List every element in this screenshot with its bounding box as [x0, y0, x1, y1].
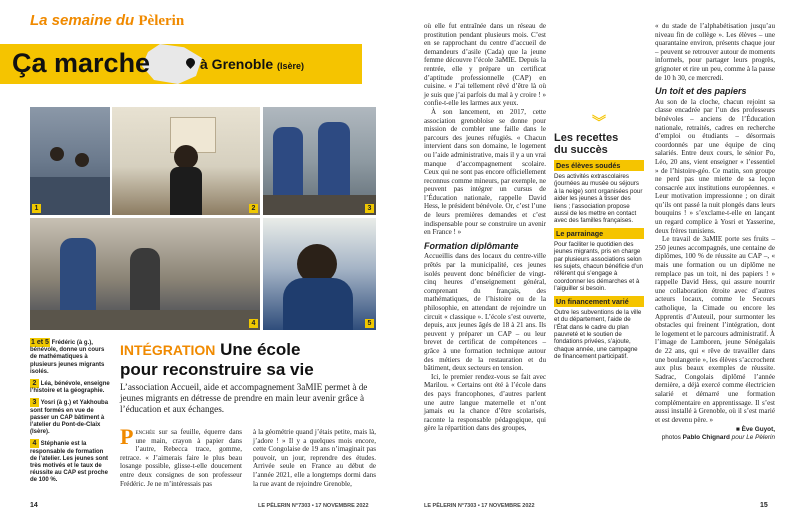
photo-number: 3	[365, 204, 374, 213]
caption-number: 3	[30, 398, 39, 407]
col3-p1: où elle fut entraînée dans un réseau de prostitution pendant plusieurs mois. C’est en se rapprochant du centre d’accueil de demandeurs d’asile (Cada) que la jeune femme découvre l’école 3aMIE. Depuis la rentrée, elle y prépare un certificat d’aptitude professionnelle (CAP) en cuisine. « J’ai tellement rêvé d’être là où je suis que j’ai parfois du mal à y croire ! » confie-t-elle les larmes aux yeux.	[424, 22, 546, 108]
photographer: Pablo Chignard	[682, 434, 730, 442]
banner	[0, 44, 362, 84]
banner-region: (Isère)	[277, 61, 305, 71]
photo-credits	[655, 434, 775, 442]
photo-number: 4	[249, 319, 258, 328]
col1-text: sur sa feuille, équerre dans une main, crayon à papier dans l’autre, Rebecca trace, gomme, retrace. « J’aimerais faire le plus beau losange possible, glisse-t-elle doucement entre deux consignes de son professeur Frédéric. Je ne m’intéressais pas	[120, 428, 242, 488]
col2-text: à la géométrie quand j’étais petite, mais là, j’adore ! » Il y a quelques mois encore, cette Congolaise de 19 ans n’imaginait pas pouvoir, un jour, reprendre des études. Arrivée seule en France au début de l’année 2021, elle a longtemps dormi dans la rue avant de rejoindre Grenoble,	[253, 428, 376, 488]
banner-location	[200, 56, 304, 72]
sidebar-section-title: Le parrainage	[554, 228, 644, 239]
masthead	[30, 12, 184, 30]
sidebar-title-line2: du succès	[554, 144, 608, 156]
photo-classroom	[30, 107, 110, 215]
caption-text: Frédéric (à g.), bénévole, donne un cours de mathématiques à plusieurs jeunes migrants isolés.	[30, 340, 105, 375]
photo-teacher	[112, 107, 260, 215]
caption-number: 1 et 5	[31, 339, 49, 346]
photo-number: 5	[365, 319, 374, 328]
drop-cap: P	[120, 424, 134, 449]
sidebar-section-title: Un financement varié	[554, 296, 644, 307]
caption-item	[30, 338, 112, 376]
article-col1	[120, 424, 242, 488]
chevron-down-icon: ︾	[592, 115, 606, 131]
col5-p1: « du stade de l’alphabétisation jusqu’au niveau fin de collège ». Les élèves – une quarantaine environ, présents chaque jour – peuvent se retrouver autour de moments informels, pour partager leurs progrès, grignoter et rire un peu, comme à la pause de 10 h 30, ce mercredi.	[655, 22, 775, 82]
byline-author: ■ Ève Guyot,	[735, 426, 775, 434]
col1-smallcaps: enchée	[135, 428, 156, 436]
caption-item	[30, 439, 112, 484]
lede: L’association Accueil, aide et accompagnement 3aMIE permet à de jeunes migrants en détresse de prendre en main leur avenir grâce à l’éducation et aux échanges.	[120, 382, 368, 414]
photo-number: 2	[249, 204, 258, 213]
col3-p2: À son lancement, en 2017, cette association grenobloise se donne pour mission de combler une faille dans le parcours des jeunes réfugiés. « Chacun intervient dans son domaine, le logement ou l’aide administrative, mais il y a un vrai manque d’accompagnement scolaire. Ceux qui ne sont pas encore officiellement reconnus comme mineurs, par exemple, ne peuvent pas intégrer un cursus de l’Éducation nationale, rappelle David Hess, le président bénévole. Or, c’est l’une de leurs premières demandes et c’est indispensable pour se construire un avenir en France ! »	[424, 107, 546, 237]
photo-student-math	[263, 218, 376, 330]
headline-kicker: INTÉGRATION	[120, 342, 216, 358]
caption-text: Stéphanie est la responsable de formation de l’atelier. Les jeunes sont très motivés et le taux de réussite au CAP est proche de 100 %.	[30, 441, 109, 484]
caption-number: 2	[30, 379, 39, 388]
col5-p3: Le travail de 3aMIE porte ses fruits – 250 jeunes accompagnés, une centaine de diplômes, 100 % de réussite au CAP –, « mais une formation ou un diplôme ne remplace pas un toit, ni des papiers ! » rappelle David Hess, qui assure nourrir une collaboration étroite avec d’autres acteurs locaux, comme le Secours catholique, la Cimade ou encore les Apprentis d’Auteuil, pour surmonter les obstacles qui freinent l’intégration, dont le logement et le parcours administratif. À l’image de Lamboren, jeune Sénégalais de 22 ans, qui « rêve de travailler dans une boulangerie », les élèves s’accrochent aux plus beaux exemples de réussite. Sadrac, Congolais diplômé l’année dernière, a déjà exercé comme électricien salarié et démarré une formation complémentaire en apprentissage. Il s’est aussi installé à Grenoble, où il s’est marié et est devenu père. »	[655, 235, 775, 424]
caption-text: Léa, bénévole, enseigne l’histoire et la géographie.	[30, 381, 110, 395]
headline-line1: Une école	[220, 340, 301, 359]
headline-line2: pour reconstruire sa vie	[120, 360, 314, 379]
captions	[30, 338, 112, 485]
credits-label: photos	[661, 434, 683, 442]
footer-left: LE PÈLERIN N°7303 • 17 NOVEMBRE 2022	[258, 503, 369, 509]
credits-suffix: pour Le Pèlerin	[729, 434, 775, 442]
byline	[655, 426, 775, 442]
article-col3	[424, 22, 546, 433]
photo-trainer	[30, 218, 260, 330]
masthead-brand: Pèlerin	[138, 13, 185, 29]
photo-workshop	[263, 107, 376, 215]
page-number-left: 14	[30, 502, 38, 509]
sidebar-title-line1: Les recettes	[554, 132, 619, 144]
caption-item	[30, 379, 112, 395]
banner-title: Ça marche	[12, 48, 151, 78]
sidebar-section-text: Des activités extrascolaires (journées au musée ou séjours à la neige) sont organisées pour aider les jeunes à tisser des liens ; l’association propose aussi de les mettre en contact avec des familles françaises.	[554, 173, 643, 225]
col5-subhead: Un toit et des papiers	[655, 86, 747, 97]
sidebar-section-text: Pour faciliter le quotidien des jeunes migrants, pris en charge par plusieurs associations selon les sujets, chacun bénéficie d’un référent qui s’engage à coordonner les démarches et à l’aiguiller si besoin.	[554, 240, 644, 293]
sidebar-section-title: Des élèves soudés	[554, 160, 644, 171]
footer-right: LE PÈLERIN N°7303 • 17 NOVEMBRE 2022	[424, 503, 535, 509]
col3-subhead: Formation diplômante	[424, 240, 519, 251]
banner-city: à Grenoble	[200, 56, 274, 72]
photo-number: 1	[32, 204, 41, 213]
headline	[120, 340, 380, 379]
caption-text: Yosri (à g.) et Yakhouba sont formés en vue de passer un CAP bâtiment à l’atelier du Pont-de-Claix (Isère).	[30, 400, 109, 436]
sidebar-section-text: Outre les subventions de la ville et du département, l’aide de l’État dans le cadre du plan pauvreté et le soutien de fondations privées, s’ajoute, chaque année, une campagne de financement participatif.	[554, 308, 642, 361]
caption-item	[30, 398, 112, 436]
caption-number: 4	[30, 439, 39, 448]
sidebar	[554, 115, 644, 364]
col5-p2: Au son de la cloche, chacun rejoint sa classe encadrée par l’un des professeurs bénévoles – anciens de l’Éducation nationale, retraités, cadres en recherche d’emploi ou étudiants – désormais coordonnés par une équipe de cinq salariés. Entre deux cours, le sénior Po, Léo, 20 ans, vient enseigner « l’essentiel » de l’histoire-géo. Ce matin, son groupe ne perd pas une miette de sa leçon consacrée aux institutions européennes. « Leur motivation impressionne ; on dirait qu’ils ont passé la nuit plongés dans leurs bouquins ! » s’exclame-t-elle en lançant un regard complice à Yosri et Yasserine, deux frères tunisiens.	[655, 97, 775, 235]
masthead-prefix: La semaine du	[30, 12, 139, 29]
article-col2	[253, 428, 376, 488]
col3-p3: Accueillis dans des locaux du centre-ville prêtés par la municipalité, ces jeunes isolés peuvent donc bénéficier de vingt-cinq heures d’enseignement général, comprenant du français, des mathématiques, de l’histoire ou de la philosophie, en attendant de rejoindre un circuit « classique ». L’école s’est ouverte, depuis, aux jeunes âgés de 18 à 21 ans. Ils peuvent y préparer un CAP – ou leur brevet de certificat de compétences – grâce à une formation technique autour des métiers de la restauration et du bâtiment, deux secteurs en tension.	[424, 252, 546, 373]
col3-p4: Ici, le premier rendez-vous se fait avec Marilou. « Certains ont été à l’école dans des pays francophones, d’autres parlent une autre langue maternelle et n’ont jamais eu la chance d’être scolarisés, raconte la responsable pédagogique, qui gère la répartition dans des groupes,	[424, 372, 546, 433]
page-number-right: 15	[760, 502, 768, 509]
sidebar-title	[554, 132, 644, 156]
article-col5	[655, 22, 775, 442]
